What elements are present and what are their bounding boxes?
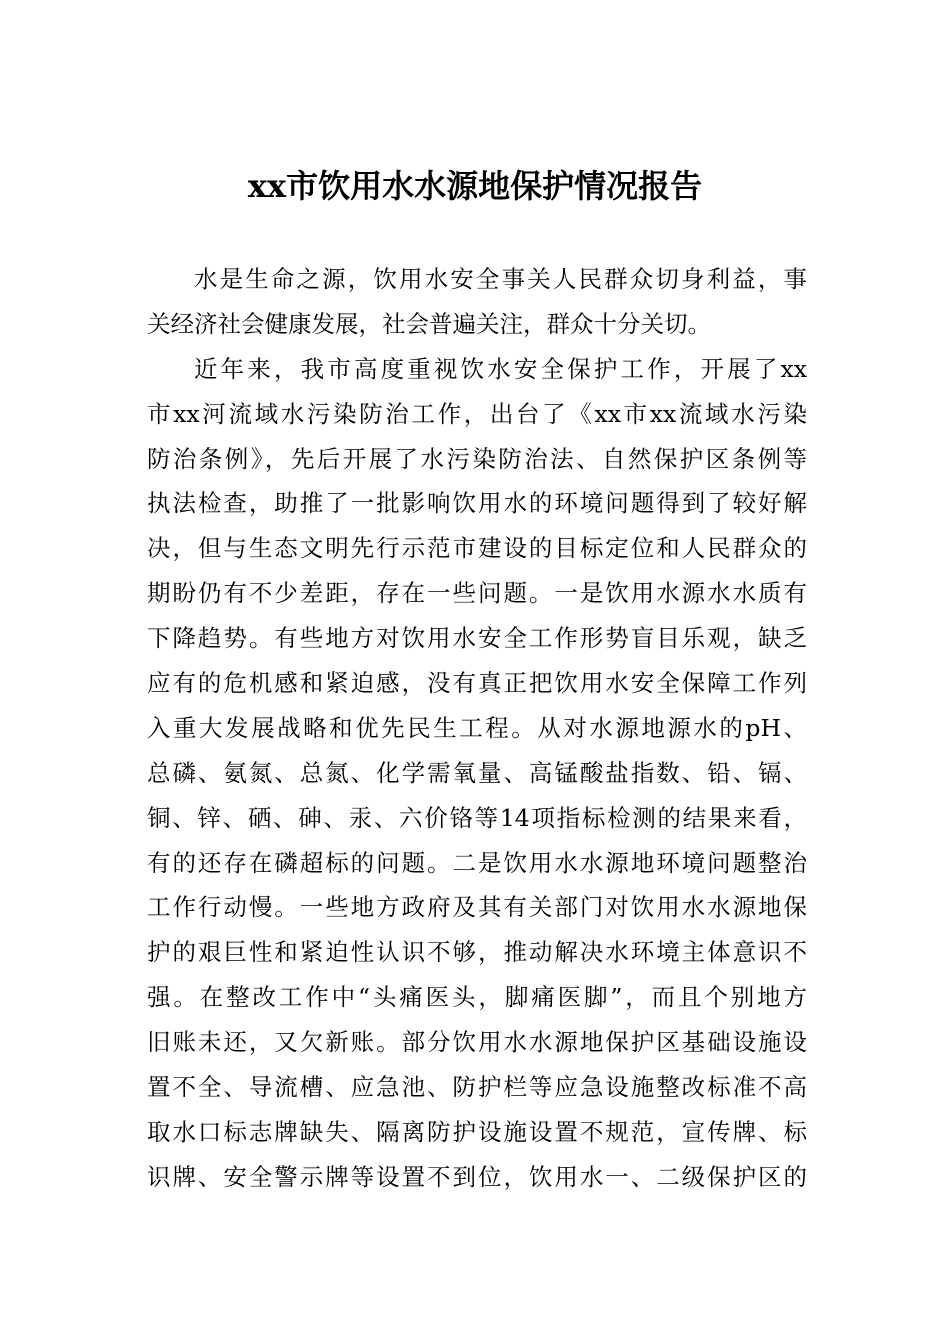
document-title: xx市饮用水水源地保护情况报告 — [247, 167, 703, 205]
paragraph-2-line-2: 市xx河流域水污染防治工作，出台了《xx市xx流域水污染 — [147, 399, 807, 428]
paragraph-2-line-13: 工作行动慢。一些地方政府及其有关部门对饮用水水源地保 — [147, 893, 807, 922]
paragraph-2-line-4: 执法检查，助推了一批影响饮用水的环境问题得到了较好解 — [147, 489, 807, 518]
paragraph-2-line-7: 下降趋势。有些地方对饮用水安全工作形势盲目乐观，缺乏 — [147, 624, 807, 653]
paragraph-2-line-15: 强。在整改工作中“头痛医头，脚痛医脚”，而且个别地方 — [147, 983, 807, 1012]
paragraph-2-line-14: 护的艰巨性和紧迫性认识不够，推动解决水环境主体意识不 — [147, 938, 807, 967]
paragraph-2-line-10: 总磷、氨氮、总氮、化学需氧量、高锰酸盐指数、铅、镉、 — [147, 758, 807, 787]
paragraph-2-line-5: 决，但与生态文明先行示范市建设的目标定位和人民群众的 — [147, 534, 807, 563]
paragraph-2-line-19: 识牌、安全警示牌等设置不到位，饮用水一、二级保护区的 — [147, 1162, 807, 1191]
paragraph-1-line-1: 水是生命之源，饮用水安全事关人民群众切身利益，事 — [194, 265, 807, 293]
document-body — [147, 257, 807, 1200]
paragraph-2-line-9: 入重大发展战略和优先民生工程。从对水源地源水的pH、 — [147, 713, 807, 742]
paragraph-2-line-12: 有的还存在磷超标的问题。二是饮用水水源地环境问题整治 — [147, 848, 807, 877]
paragraph-2-line-8: 应有的危机感和紧迫感，没有真正把饮用水安全保障工作列 — [147, 669, 807, 698]
paragraph-2-line-1: 近年来，我市高度重视饮水安全保护工作，开展了xx — [194, 354, 807, 383]
paragraph-2-line-6: 期盼仍有不少差距，存在一些问题。一是饮用水源水水质有 — [147, 579, 807, 608]
paragraph-2-line-3: 防治条例》，先后开展了水污染防治法、自然保护区条例等 — [147, 444, 807, 473]
paragraph-2-line-17: 置不全、导流槽、应急池、防护栏等应急设施整改标准不高 — [147, 1073, 807, 1102]
paragraph-1-line-2: 关经济社会健康发展，社会普遍关注，群众十分关切。 — [147, 309, 711, 338]
paragraph-2-line-11: 铜、锌、硒、砷、汞、六价铬等14项指标检测的结果来看， — [147, 803, 807, 832]
paragraph-2-line-16: 旧账未还，又欠新账。部分饮用水水源地保护区基础设施设 — [147, 1028, 807, 1057]
paragraph-2-line-18: 取水口标志牌缺失、隔离防护设施设置不规范，宣传牌、标 — [147, 1117, 807, 1146]
